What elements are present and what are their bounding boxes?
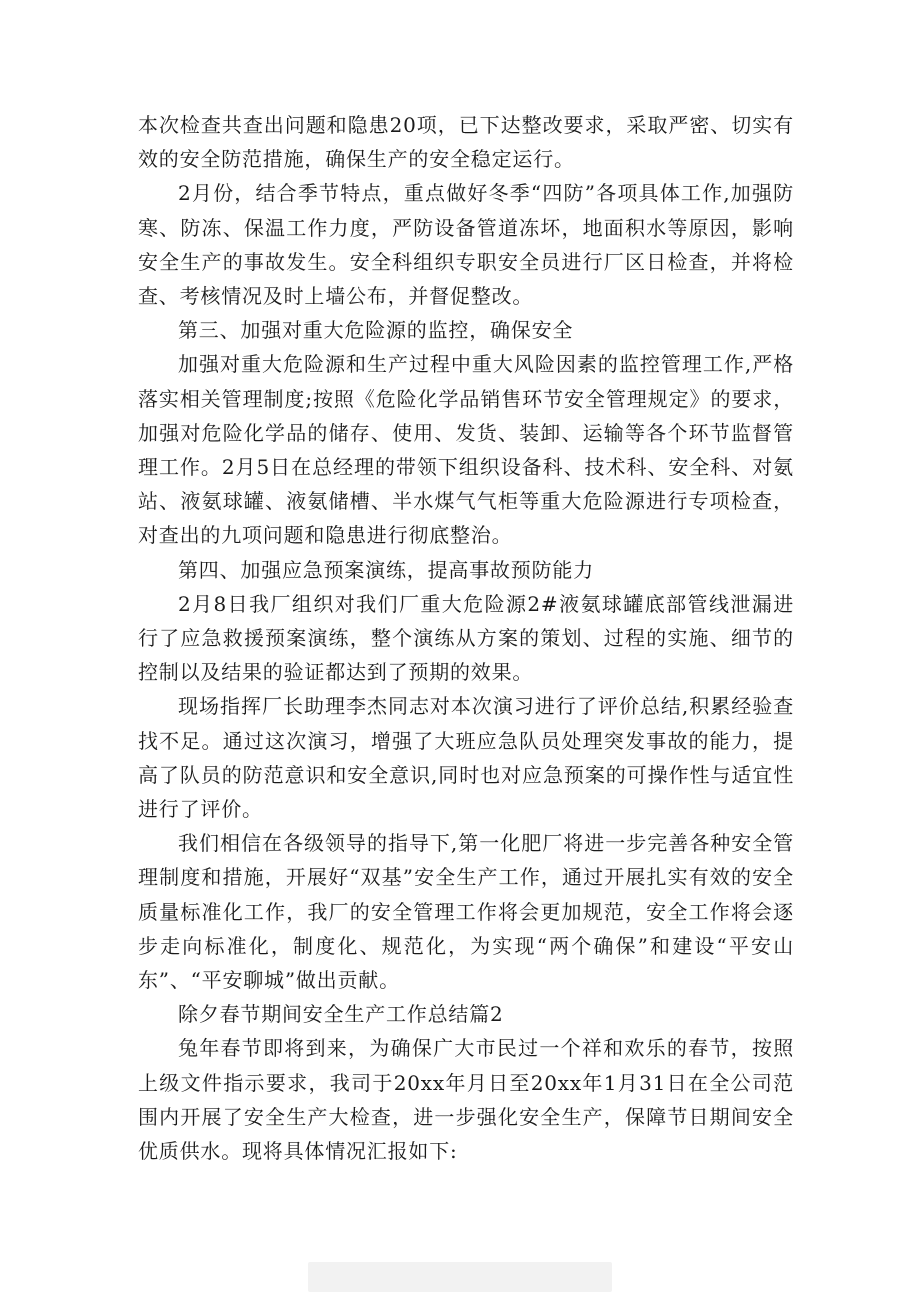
paragraph-hazard-monitoring: 加强对重大危险源和生产过程中重大风险因素的监控管理工作,严格落实相关管理制度;按照《危险化学品销售环节安全管理规定》的要求，加强对危险化学品的储存、使用、发货、装卸、运输等各个环节监督管理工作。2月5日在总经理的带领下组织设备科、技术科、安全科、对氨站、液氨球罐、液氨储槽、半水煤气气柜等重大危险源进行专项检查，对查出的九项问题和隐患进行彻底整治。: [138, 352, 794, 548]
section-heading-fourth: 第四、加强应急预案演练，提高事故预防能力: [178, 557, 594, 582]
document-body: [138, 108, 794, 1168]
paragraph-emergency-drill: 2月8日我厂组织对我们厂重大危险源2#液氨球罐底部管线泄漏进行了应急救援预案演练，整个演练从方案的策划、过程的实施、细节的控制以及结果的验证都达到了预期的效果。: [138, 591, 794, 685]
paragraph-continuation: 本次检查共查出问题和隐患20项，已下达整改要求，采取严密、切实有效的安全防范措施，确保生产的安全稳定运行。: [138, 113, 794, 172]
section-heading-third: 第三、加强对重大危险源的监控，确保安全: [178, 318, 574, 343]
article-title-part-2: 除夕春节期间安全生产工作总结篇2: [178, 1002, 504, 1027]
paragraph-drill-evaluation: 现场指挥厂长助理李杰同志对本次演习进行了评价总结,积累经验查找不足。通过这次演习，增强了大班应急队员处理突发事故的能力，提高了队员的防范意识和安全意识,同时也对应急预案的可操作性与适宜性进行了评价。: [138, 694, 794, 822]
footer-bar: [308, 1262, 612, 1292]
paragraph-conclusion: 我们相信在各级领导的指导下,第一化肥厂将进一步完善各种安全管理制度和措施，开展好“双基”安全生产工作，通过开展扎实有效的安全质量标准化工作，我厂的安全管理工作将会更加规范，安全工作将会逐步走向标准化，制度化、规范化，为实现“两个确保”和建设“平安山东”、“平安聊城”做出贡献。: [138, 831, 794, 993]
paragraph-february-winter-safety: 2月份，结合季节特点，重点做好冬季“四防”各项具体工作,加强防寒、防冻、保温工作力度，严防设备管道冻坏，地面积水等原因，影响安全生产的事故发生。安全科组织专职安全员进行厂区日检查，并将检查、考核情况及时上墙公布，并督促整改。: [138, 181, 794, 309]
paragraph-spring-festival-intro: 兔年春节即将到来，为确保广大市民过一个祥和欢乐的春节，按照上级文件指示要求，我司于20xx年月日至20xx年1月31日在全公司范围内开展了安全生产大检查，进一步强化安全生产，保障节日期间安全优质供水。现将具体情况汇报如下:: [138, 1036, 794, 1164]
